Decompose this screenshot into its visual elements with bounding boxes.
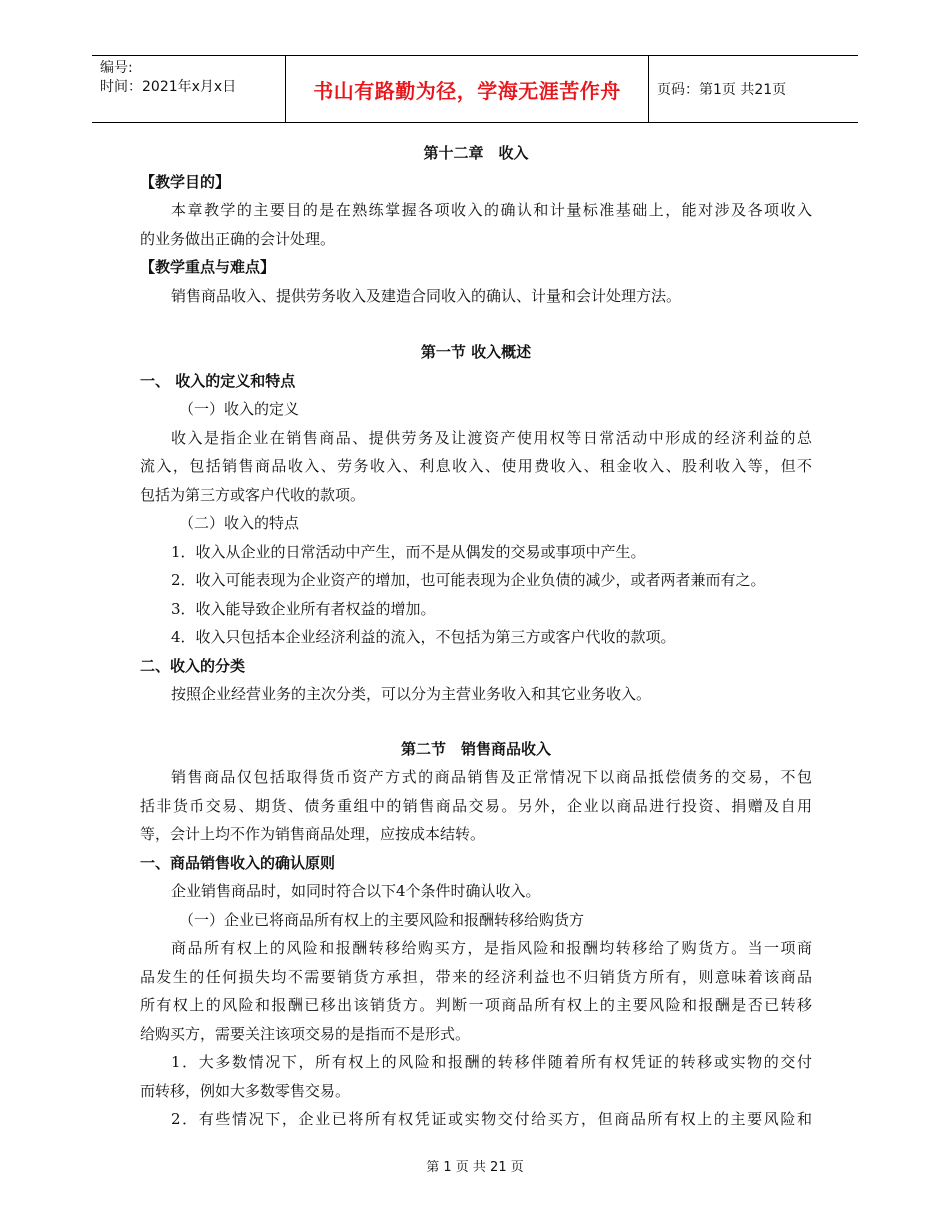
section-1-heading-2: 二、收入的分类 xyxy=(140,656,246,675)
risk-paragraph-line: 给购买方，需要关注该项交易的是指而不是形式。 xyxy=(140,1024,471,1043)
doc-time-label: 时间：2021年x月x日 xyxy=(100,79,237,95)
key-points-heading: 【教学重点与难点】 xyxy=(140,258,276,276)
definition-line: 包括为第三方或客户代收的款项。 xyxy=(140,485,366,504)
risk-paragraph-line: 商品所有权上的风险和报酬转移给购买方，是指风险和报酬均转移给了购货方。当一项商 xyxy=(171,939,812,957)
section-2-title: 第二节 销售商品收入 xyxy=(400,739,551,758)
header-page-label: 页码：第1页 共21页 xyxy=(657,82,787,98)
feature-item: 1．收入从企业的日常活动中产生，而不是从偶发的交易或事项中产生。 xyxy=(171,542,646,561)
numbered-item-line: 而转移，例如大多数零售交易。 xyxy=(140,1081,351,1100)
feature-item: 3．收入能导致企业所有者权益的增加。 xyxy=(171,599,436,618)
feature-item: 4．收入只包括本企业经济利益的流入，不包括为第三方或客户代收的款项。 xyxy=(171,628,676,646)
section-1-heading-1: 一、 收入的定义和特点 xyxy=(140,371,296,390)
key-points-text: 销售商品收入、提供劳务收入及建造合同收入的确认、计量和会计处理方法。 xyxy=(171,286,682,305)
classification-text: 按照企业经营业务的主次分类，可以分为主营业务收入和其它业务收入。 xyxy=(171,685,652,703)
recognition-intro: 企业销售商品时，如同时符合以下4个条件时确认收入。 xyxy=(171,882,541,900)
numbered-item-line: 1．大多数情况下，所有权上的风险和报酬的转移伴随着所有权凭证的转移或实物的交付 xyxy=(171,1053,812,1071)
doc-number-label: 编号: xyxy=(100,60,133,76)
numbered-item-line: 2．有些情况下，企业已将所有权凭证或实物交付给买方，但商品所有权上的主要风险和 xyxy=(171,1110,812,1128)
section-2-paragraph-line: 销售商品仅包括取得货币资产方式的商品销售及正常情况下以商品抵偿债务的交易，不包 xyxy=(171,768,812,786)
section-2-heading-1: 一、商品销售收入的确认原则 xyxy=(140,853,336,872)
risk-paragraph-line: 所有权上的风险和报酬已移出该销货方。判断一项商品所有权上的主要风险和报酬是否已转移 xyxy=(140,996,812,1014)
purpose-paragraph-line: 本章教学的主要目的是在熟练掌握各项收入的确认和计量标准基础上，能对涉及各项收入 xyxy=(171,201,812,219)
header-meta xyxy=(92,56,285,122)
header-motto: 书山有路勤为径，学海无涯苦作舟 xyxy=(285,56,649,122)
definition-line: 收入是指企业在销售商品、提供劳务及让渡资产使用权等日常活动中形成的经济利益的总 xyxy=(171,428,812,447)
chapter-title: 第十二章 收入 xyxy=(423,144,529,162)
section-1-title: 第一节 收入概述 xyxy=(420,343,532,361)
document-body xyxy=(140,139,812,1134)
page-header xyxy=(92,55,858,123)
risk-paragraph-line: 品发生的任何损失均不需要销货方承担，带来的经济利益也不归销货方所有，则意味着该商品 xyxy=(140,967,812,986)
subheading-definition: （一）收入的定义 xyxy=(179,400,300,418)
feature-item: 2．收入可能表现为企业资产的增加，也可能表现为企业负债的减少，或者两者兼而有之。 xyxy=(171,571,766,589)
section-2-paragraph-line: 等，会计上均不作为销售商品处理，应按成本结转。 xyxy=(140,825,486,843)
page-footer: 第 1 页 共 21 页 xyxy=(426,1160,524,1175)
subheading-features: （二）收入的特点 xyxy=(179,514,300,532)
definition-line: 流入，包括销售商品收入、劳务收入、利息收入、使用费收入、租金收入、股利收入等，但不 xyxy=(140,457,812,475)
subheading-risk-transfer: （一）企业已将商品所有权上的主要风险和报酬转移给购货方 xyxy=(179,910,585,929)
section-2-paragraph-line: 括非货币交易、期货、债务重组中的销售商品交易。另外，企业以商品进行投资、捐赠及自用 xyxy=(140,796,812,815)
purpose-paragraph-line: 的业务做出正确的会计处理。 xyxy=(140,229,336,248)
purpose-heading: 【教学目的】 xyxy=(140,172,231,191)
